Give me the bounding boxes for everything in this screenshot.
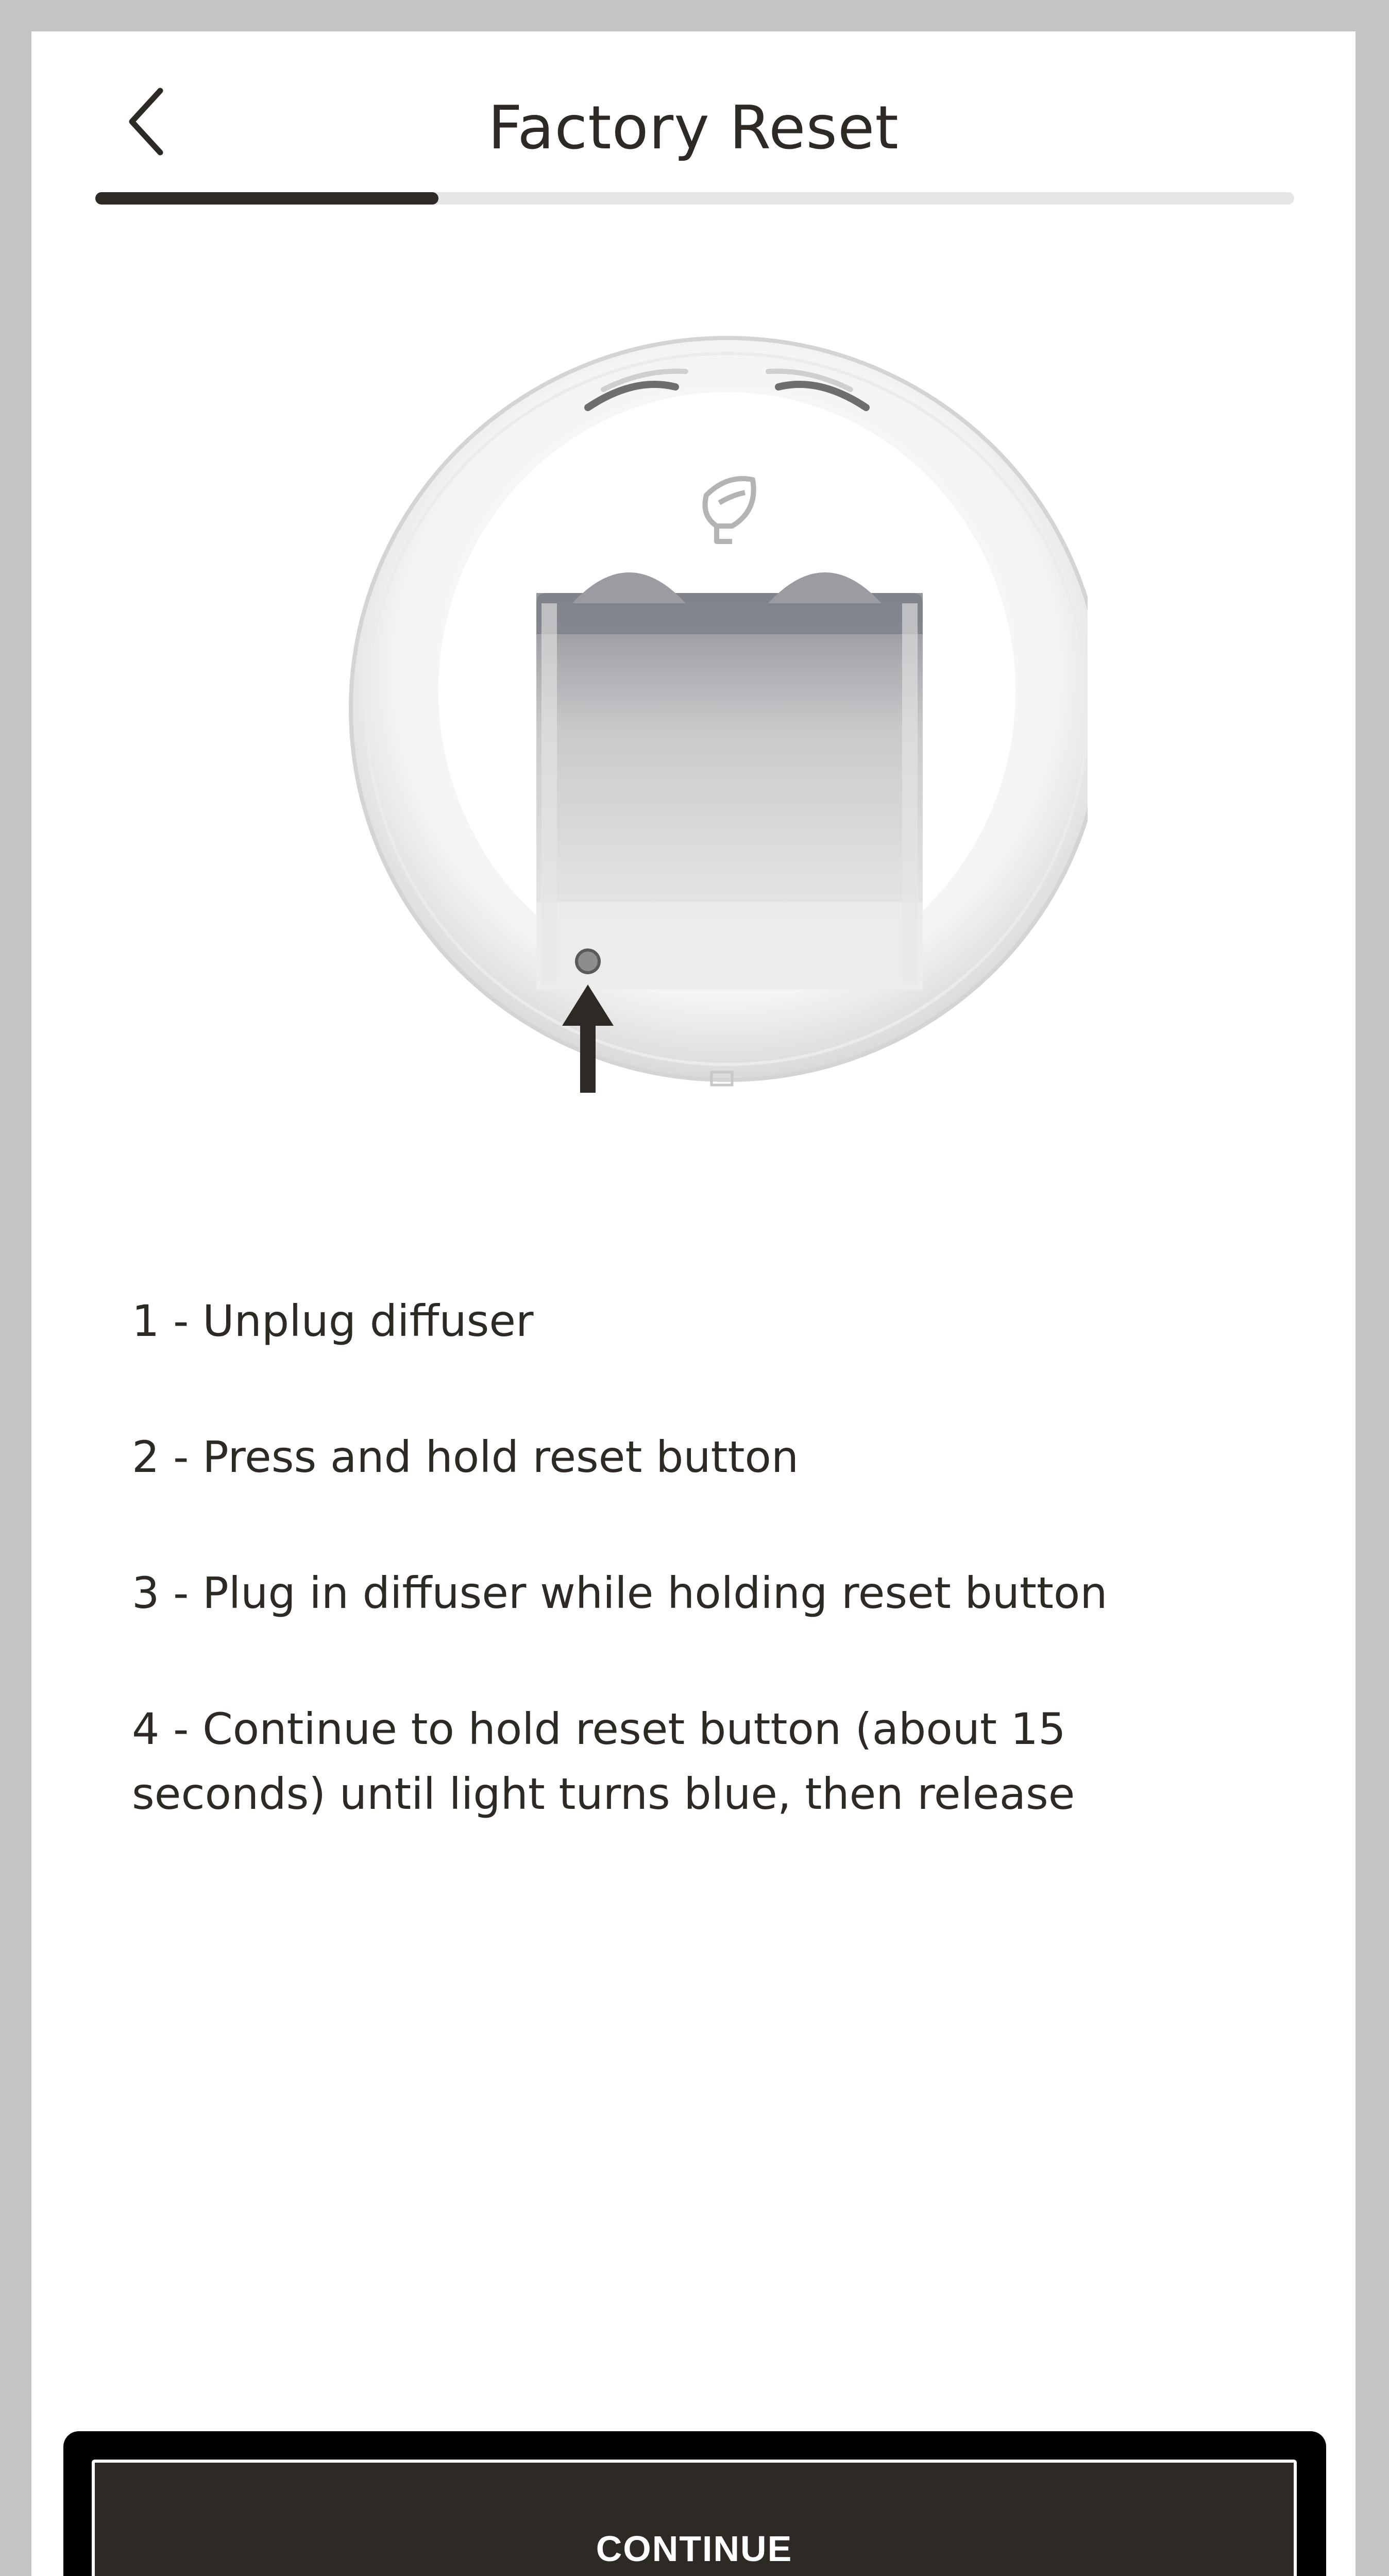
- progress-bar: [95, 192, 1294, 205]
- header: [31, 31, 1356, 201]
- page-title: Factory Reset: [488, 93, 899, 163]
- step-2: 2 - Press and hold reset button: [132, 1432, 799, 1482]
- step-4: 4 - Continue to hold reset button (about 15 seconds) until light turns blue, then release: [132, 1704, 1075, 1819]
- screen: [31, 31, 1356, 2576]
- step-3: 3 - Plug in diffuser while holding reset button: [132, 1568, 1108, 1618]
- continue-button-frame: [63, 2431, 1326, 2576]
- step-1: 1 - Unplug diffuser: [132, 1296, 534, 1346]
- continue-button[interactable]: CONTINUE: [92, 2460, 1297, 2576]
- cartridge-slot: [536, 572, 923, 990]
- progress-fill: [95, 192, 438, 205]
- reset-button-indicator: [577, 950, 599, 973]
- diffuser-reset-diagram: [315, 315, 1088, 1118]
- instruction-steps: [132, 1289, 1265, 1897]
